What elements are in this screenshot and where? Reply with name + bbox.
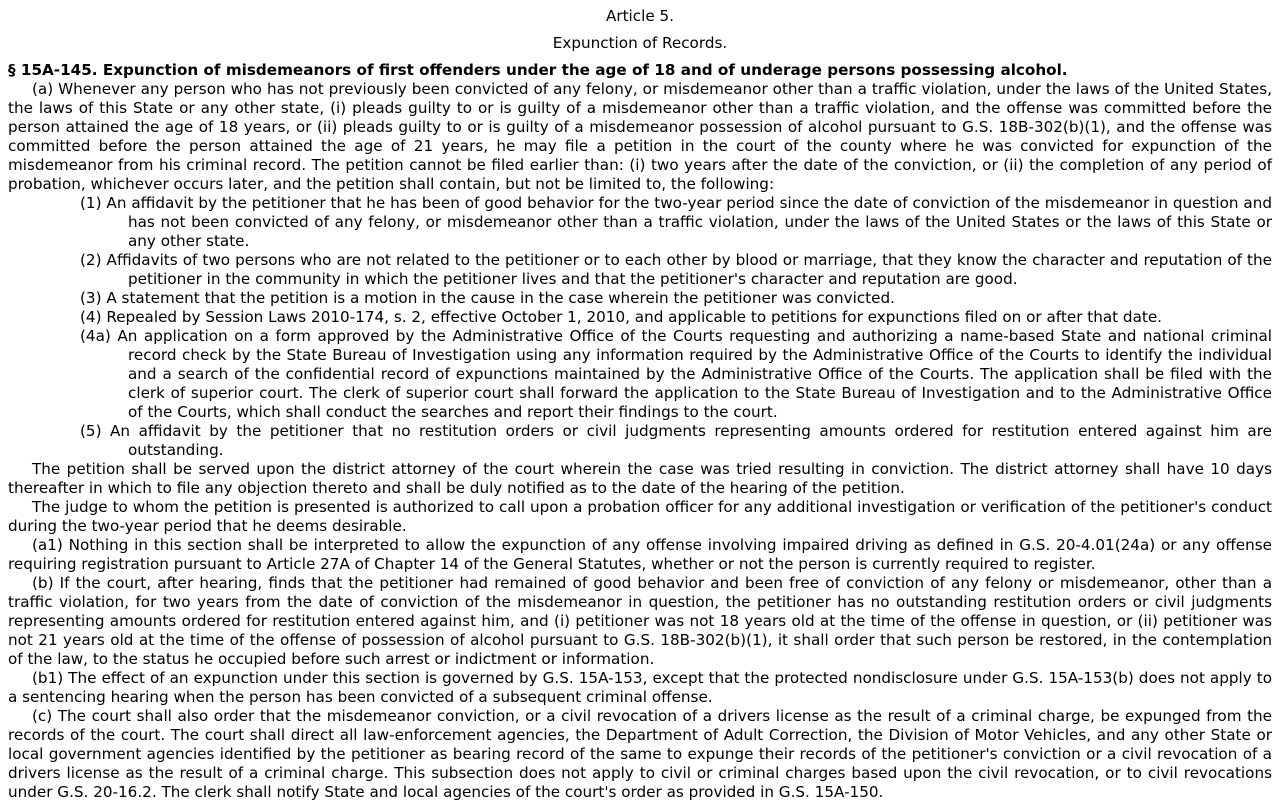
subsection-b: (b) If the court, after hearing, finds that the petitioner had remained of good behavior and been free of conviction of any felony or misdemeanor, other than a traffic violation, for two years from the date of conviction of the misdemeanor in question, the petitioner has no outstanding restitution orders or civil judgments representing amounts ordered for restitution entered against him, and (i) petitioner was not 18 years old at the time of the offense in question, or (ii) petitioner was not 21 years old at the time of the offense of possession of alcohol pursuant to G.S. 18B-302(b)(1), it shall order that such person be restored, in the contemplation of the law, to the status he occupied before such arrest or indictment or information. bbox=[8, 574, 1272, 668]
subsection-a: (a) Whenever any person who has not previously been convicted of any felony, or misdemeanor other than a traffic violation, under the laws of the United States, the laws of this State or any other state, (i) pleads guilty to or is guilty of a misdemeanor other than a traffic violation, and the offense was committed before the person attained the age of 18 years, or (ii) pleads guilty to or is guilty of a misdemeanor possession of alcohol pursuant to G.S. 18B-302(b)(1), and the offense was committed before the person attained the age of 21 years, he may file a petition in the court of the county where he was convicted for expunction of the misdemeanor from his criminal record. The petition cannot be filed earlier than: (i) two years after the date of the conviction, or (ii) the completion of any period of probation, whichever occurs later, and the petition shall contain, but not be limited to, the following: bbox=[8, 80, 1272, 193]
article-title: Expunction of Records. bbox=[552, 34, 728, 52]
paragraph-service: The petition shall be served upon the district attorney of the court wherein the case was tried resulting in conviction. The district attorney shall have 10 days thereafter in which to file any objection thereto and shall be duly notified as to the date of the hearing of the petition. bbox=[8, 460, 1272, 497]
section-heading: § 15A-145. Expunction of misdemeanors of first offenders under the age of 18 and of underage persons possessing alcohol. bbox=[8, 61, 1068, 79]
list-item-3: (3) A statement that the petition is a motion in the cause in the case wherein the petitioner was convicted. bbox=[80, 289, 895, 307]
list-item-4: (4) Repealed by Session Laws 2010-174, s. 2, effective October 1, 2010, and applicable to petitions for expunctions filed on or after that date. bbox=[80, 308, 1163, 326]
subsection-a1: (a1) Nothing in this section shall be interpreted to allow the expunction of any offense involving impaired driving as defined in G.S. 20-4.01(24a) or any offense requiring registration pursuant to Article 27A of Chapter 14 of the General Statutes, whether or not the person is currently required to register. bbox=[8, 536, 1272, 573]
list-item-1: (1) An affidavit by the petitioner that he has been of good behavior for the two-year period since the date of conviction of the misdemeanor in question and has not been convicted of any felony, or misdemeanor other than a traffic violation, under the laws of the United States or the laws of this State or any other state. bbox=[80, 194, 1272, 250]
list-item-2: (2) Affidavits of two persons who are not related to the petitioner or to each other by blood or marriage, that they know the character and reputation of the petitioner in the community in which the petitioner lives and that the petitioner's character and reputation are good. bbox=[80, 251, 1272, 288]
article-number: Article 5. bbox=[605, 7, 675, 25]
list-item-5: (5) An affidavit by the petitioner that no restitution orders or civil judgments representing amounts ordered for restitution entered against him are outstanding. bbox=[80, 422, 1272, 459]
subsection-c: (c) The court shall also order that the misdemeanor conviction, or a civil revocation of a drivers license as the result of a criminal charge, be expunged from the records of the court. The court shall direct all law-enforcement agencies, the Department of Adult Correction, the Division of Motor Vehicles, and any other State or local government agencies identified by the petitioner as bearing record of the same to expunge their records of the petitioner's conviction or a civil revocation of a drivers license as the result of a criminal charge. This subsection does not apply to civil or criminal charges based upon the civil revocation, or to civil revocations under G.S. 20-16.2. The clerk shall notify State and local agencies of the court's order as provided in G.S. 15A-150. bbox=[8, 707, 1272, 801]
paragraph-judge: The judge to whom the petition is presented is authorized to call upon a probation officer for any additional investigation or verification of the petitioner's conduct during the two-year period that he deems desirable. bbox=[8, 498, 1272, 535]
list-item-4a: (4a) An application on a form approved by the Administrative Office of the Courts requesting and authorizing a name-based State and national criminal record check by the State Bureau of Investigation using any information required by the Administrative Office of the Courts to identify the individual and a search of the confidential record of expunctions maintained by the Administrative Office of the Courts. The application shall be filed with the clerk of superior court. The clerk of superior court shall forward the application to the State Bureau of Investigation and to the Administrative Office of the Courts, which shall conduct the searches and report their findings to the court. bbox=[80, 327, 1272, 421]
subsection-b1: (b1) The effect of an expunction under this section is governed by G.S. 15A-153, except that the protected nondisclosure under G.S. 15A-153(b) does not apply to a sentencing hearing when the person has been convicted of a subsequent criminal offense. bbox=[8, 669, 1272, 706]
